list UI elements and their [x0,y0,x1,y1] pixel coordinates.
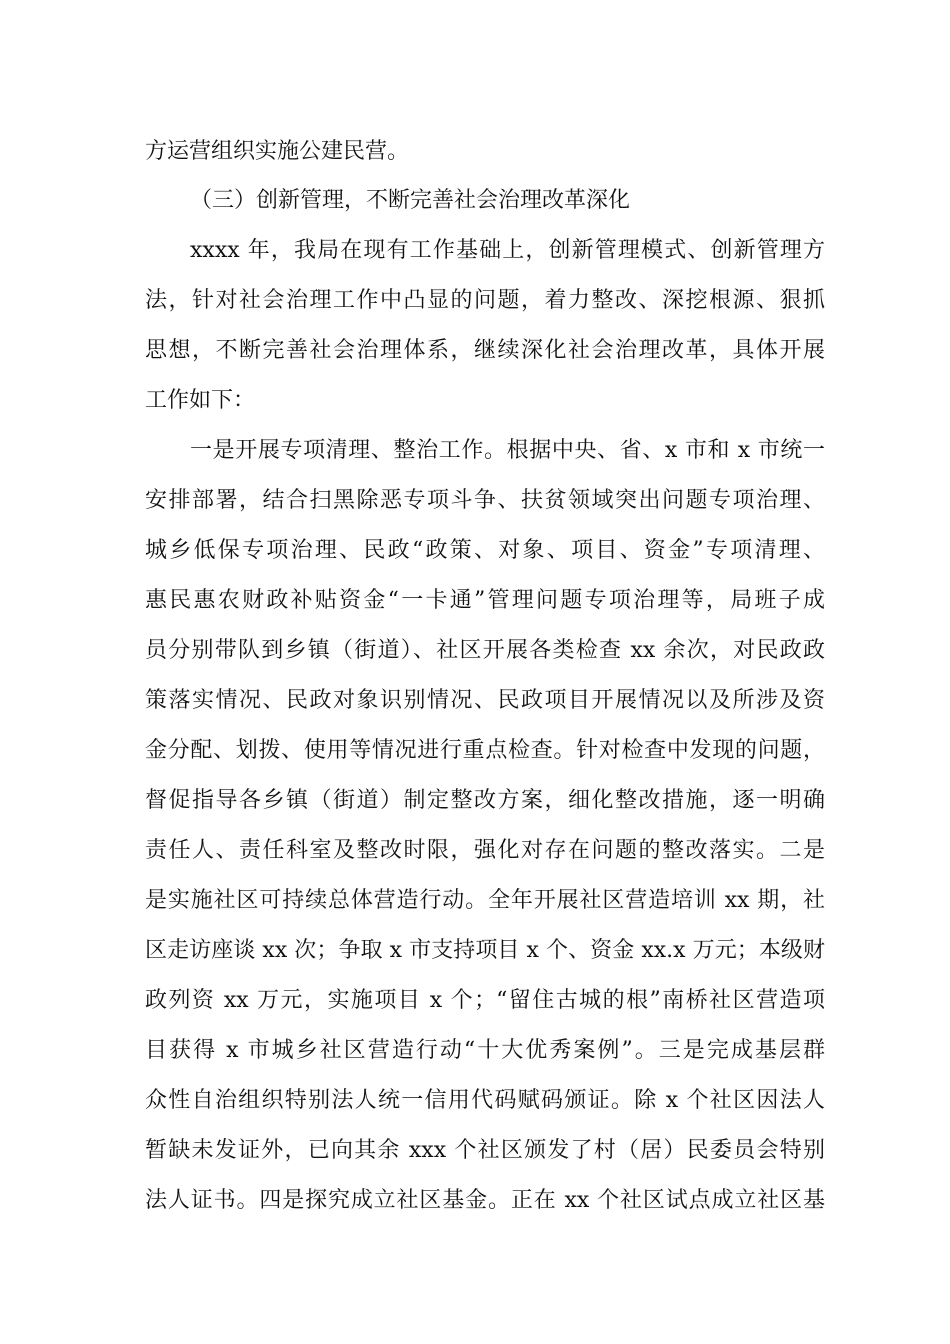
text-line: 策落实情况、民政对象识别情况、民政项目开展情况以及所涉及资 [145,688,825,713]
text-line: 惠民惠农财政补贴资金“一卡通”管理问题专项治理等，局班子成 [145,588,825,613]
text-line: 政列资 xx 万元，实施项目 x 个；“留住古城的根”南桥社区营造项 [145,988,825,1013]
text-line: 众性自治组织特别法人统一信用代码赋码颁证。除 x 个社区因法人 [145,1088,825,1113]
text-line: 责任人、责任科室及整改时限，强化对存在问题的整改落实。二是 [145,838,825,863]
text-line: 安排部署，结合扫黑除恶专项斗争、扶贫领域突出问题专项治理、 [145,488,825,513]
text-line: 法人证书。四是探究成立社区基金。正在 xx 个社区试点成立社区基 [145,1188,825,1213]
text-line: 是实施社区可持续总体营造行动。全年开展社区营造培训 xx 期，社 [145,888,825,913]
text-line: 一是开展专项清理、整治工作。根据中央、省、x 市和 x 市统一 [190,438,825,463]
text-line: 思想，不断完善社会治理体系，继续深化社会治理改革，具体开展 [145,338,825,363]
text-line: 督促指导各乡镇（街道）制定整改方案，细化整改措施，逐一明确 [145,788,825,813]
text-line: 员分别带队到乡镇（街道）、社区开展各类检查 xx 余次，对民政政 [145,638,825,663]
text-line: 工作如下： [145,388,256,413]
text-line: 暂缺未发证外，已向其余 xxx 个社区颁发了村（居）民委员会特别 [145,1138,825,1163]
text-line: 方运营组织实施公建民营。 [145,139,410,164]
text-line: 区走访座谈 xx 次；争取 x 市支持项目 x 个、资金 xx.x 万元；本级财 [145,938,825,963]
text-line: 金分配、划拨、使用等情况进行重点检查。针对检查中发现的问题， [145,738,825,763]
text-line: 目获得 x 市城乡社区营造行动“十大优秀案例”。三是完成基层群 [145,1038,825,1063]
section-heading: （三）创新管理，不断完善社会治理改革深化 [190,188,631,213]
text-line: 法，针对社会治理工作中凸显的问题，着力整改、深挖根源、狠抓 [145,288,825,313]
text-line: 城乡低保专项治理、民政“政策、对象、项目、资金”专项清理、 [145,538,825,563]
text-line: xxxx 年，我局在现有工作基础上，创新管理模式、创新管理方 [190,238,825,263]
